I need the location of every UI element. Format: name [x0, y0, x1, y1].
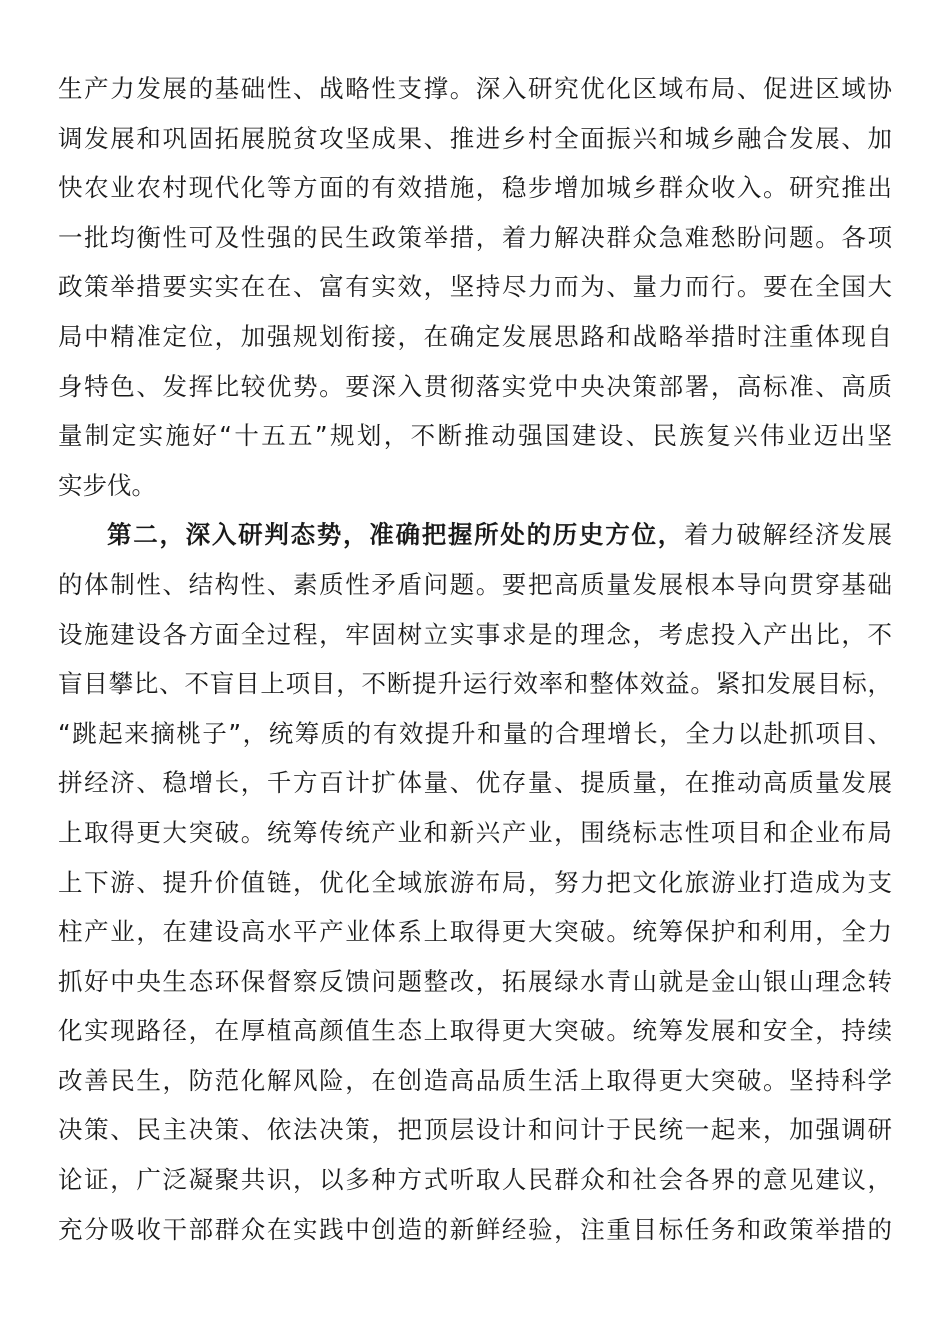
paragraph-2-line: 化实现路径，在厚植高颜值生态上取得更大突破。统筹发展和安全，持续 — [58, 1016, 892, 1046]
paragraph-2-line: 拼经济、稳增长，千方百计扩体量、优存量、提质量，在推动高质量发展 — [58, 768, 892, 798]
paragraph-1-line: 量制定实施好“十五五”规划，不断推动强国建设、民族复兴伟业迈出坚 — [58, 421, 892, 451]
paragraph-2-line: 的体制性、结构性、素质性矛盾问题。要把高质量发展根本导向贯穿基础 — [58, 569, 892, 599]
paragraph-2-first-line-rest: 着力破解经济发展 — [683, 520, 892, 550]
paragraph-2-line: 论证，广泛凝聚共识，以多种方式听取人民群众和社会各界的意见建议， — [58, 1165, 892, 1195]
paragraph-2-line: 上取得更大突破。统筹传统产业和新兴产业，围绕标志性项目和企业布局 — [58, 817, 892, 847]
paragraph-2 — [58, 510, 892, 1254]
paragraph-2-line: “跳起来摘桃子”，统筹质的有效提升和量的合理增长，全力以赴抓项目、 — [58, 718, 892, 748]
paragraph-2-line: 改善民生，防范化解风险，在创造高品质生活上取得更大突破。坚持科学 — [58, 1065, 892, 1095]
paragraph-1-line: 局中精准定位，加强规划衔接，在确定发展思路和战略举措时注重体现自 — [58, 321, 892, 351]
paragraph-1-line: 快农业农村现代化等方面的有效措施，稳步增加城乡群众收入。研究推出 — [58, 173, 892, 203]
paragraph-2-line: 抓好中央生态环保督察反馈问题整改，拓展绿水青山就是金山银山理念转 — [58, 966, 892, 996]
paragraph-1-line: 政策举措要实实在在、富有实效，坚持尽力而为、量力而行。要在全国大 — [58, 272, 892, 302]
paragraph-1 — [58, 64, 892, 510]
section-lead-heading: 第二，深入研判态势，准确把握所处的历史方位， — [107, 520, 684, 550]
paragraph-2-line: 柱产业，在建设高水平产业体系上取得更大突破。统筹保护和利用，全力 — [58, 917, 892, 947]
paragraph-2-first-line — [58, 510, 892, 560]
paragraph-2-line: 决策、民主决策、依法决策，把顶层设计和问计于民统一起来，加强调研 — [58, 1115, 892, 1145]
document-page — [58, 64, 892, 1254]
paragraph-2-line: 盲目攀比、不盲目上项目，不断提升运行效率和整体效益。紧扣发展目标， — [58, 669, 892, 699]
paragraph-2-line: 设施建设各方面全过程，牢固树立实事求是的理念，考虑投入产出比，不 — [58, 619, 892, 649]
paragraph-1-line: 身特色、发挥比较优势。要深入贯彻落实党中央决策部署，高标准、高质 — [58, 371, 892, 401]
paragraph-1-line: 实步伐。 — [58, 470, 156, 500]
paragraph-1-line: 一批均衡性可及性强的民生政策举措，着力解决群众急难愁盼问题。各项 — [58, 222, 892, 252]
paragraph-1-line: 生产力发展的基础性、战略性支撑。深入研究优化区域布局、促进区域协 — [58, 74, 892, 103]
paragraph-2-line: 充分吸收干部群众在实践中创造的新鲜经验，注重目标任务和政策举措的 — [58, 1214, 892, 1244]
paragraph-1-line: 调发展和巩固拓展脱贫攻坚成果、推进乡村全面振兴和城乡融合发展、加 — [58, 123, 892, 153]
paragraph-2-line: 上下游、提升价值链，优化全域旅游布局，努力把文化旅游业打造成为支 — [58, 867, 892, 897]
